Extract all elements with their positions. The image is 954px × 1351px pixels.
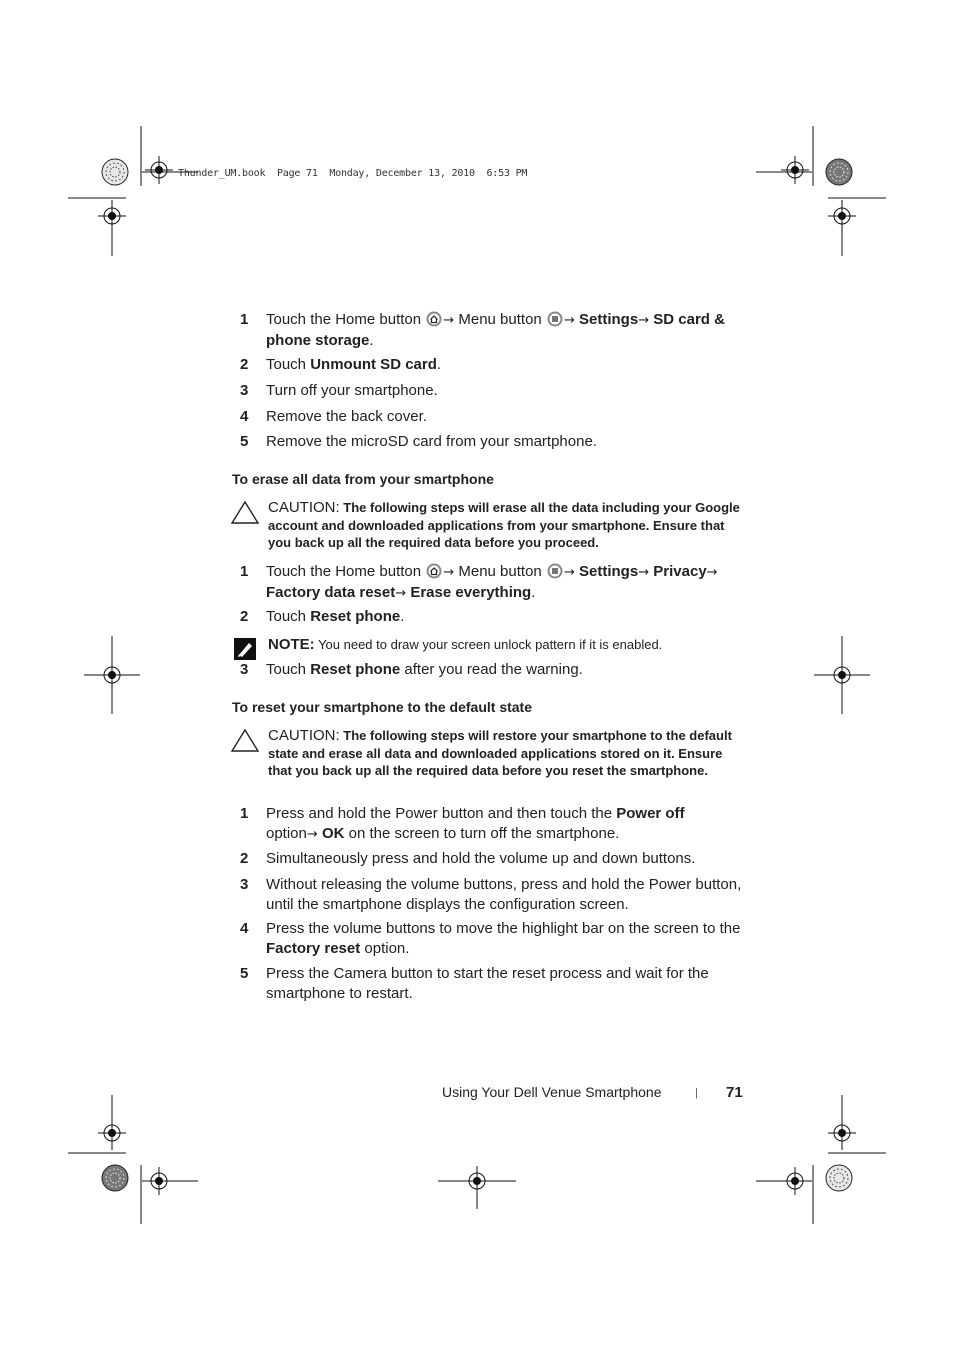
home-button-icon xyxy=(426,311,442,327)
footer-separator: | xyxy=(695,1087,698,1099)
page-number: 71 xyxy=(726,1084,743,1101)
note-icon xyxy=(234,638,256,660)
menu-button-icon xyxy=(547,311,563,327)
section-heading: To erase all data from your smartphone xyxy=(232,471,494,487)
caution-icon xyxy=(230,727,260,753)
menu-button-icon xyxy=(547,563,563,579)
caution-icon xyxy=(230,499,260,525)
section-heading: To reset your smartphone to the default state xyxy=(232,699,533,715)
home-button-icon xyxy=(426,563,442,579)
print-header: Thunder_UM.book Page 71 Monday, December 13, 2010 6:53 PM xyxy=(178,168,528,179)
footer-section-title: Using Your Dell Venue Smartphone xyxy=(442,1084,662,1100)
